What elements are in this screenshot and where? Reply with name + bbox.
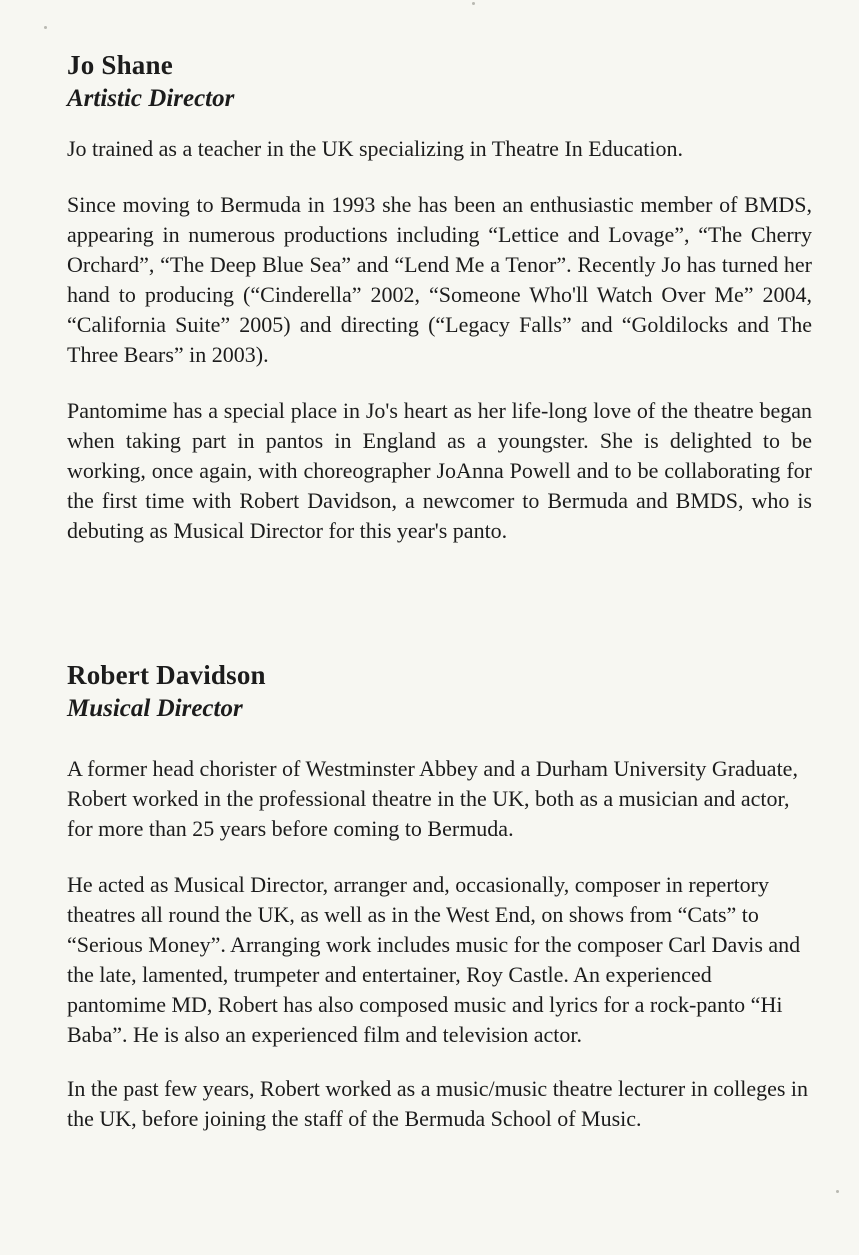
bio-robert-davidson [67,658,812,1134]
bio-role: Musical Director [67,695,243,722]
paper-speck [472,2,475,5]
bio-name: Robert Davidson [67,660,266,690]
bio-paragraph: A former head chorister of Westminster Abbey and a Durham University Graduate, Robert worked in the professional theatre in the UK, both as a musician and actor, for more than 25 years before coming to Bermuda. [67,756,798,841]
bio-name: Jo Shane [67,50,173,80]
bio-paragraph: In the past few years, Robert worked as a music/music theatre lecturer in colleges in the UK, before joining the staff of the Bermuda School of Music. [67,1076,809,1131]
bio-paragraph: He acted as Musical Director, arranger and, occasionally, composer in repertory theatres all round the UK, as well as in the West End, on shows from “Cats” to “Serious Money”. Arranging work includes music for the composer Carl Davis and the late, lamented, trumpeter and entertainer, Roy Castle. An experienced pantomime MD, Robert has also composed music and lyrics for a rock-panto “Hi Baba”. He is also an experienced film and television actor. [67,872,801,1047]
bio-paragraph: Pantomime has a special place in Jo's heart as her life-long love of the theatre began when taking part in pantos in England as a youngster. She is delighted to be working, once again, with choreographer JoAnna Powell and to be collaborating for the first time with Robert Davidson, a newcomer to Bermuda and BMDS, who is debuting as Musical Director for this year's panto. [67,398,812,543]
bio-role: Artistic Director [67,85,235,112]
bio-paragraph: Since moving to Bermuda in 1993 she has been an enthusiastic member of BMDS, appearing in numerous productions including “Lettice and Lovage”, “The Cherry Orchard”, “The Deep Blue Sea” and “Lend Me a Tenor”. Recently Jo has turned her hand to producing (“Cinderella” 2002, “Someone Who'll Watch Over Me” 2004, “California Suite” 2005) and directing (“Legacy Falls” and “Goldilocks and The Three Bears” in 2003). [67,192,812,367]
bio-jo-shane [67,48,812,546]
paper-speck [836,1190,839,1193]
paper-speck [44,26,47,29]
bio-paragraph: Jo trained as a teacher in the UK specializing in Theatre In Education. [67,136,683,161]
